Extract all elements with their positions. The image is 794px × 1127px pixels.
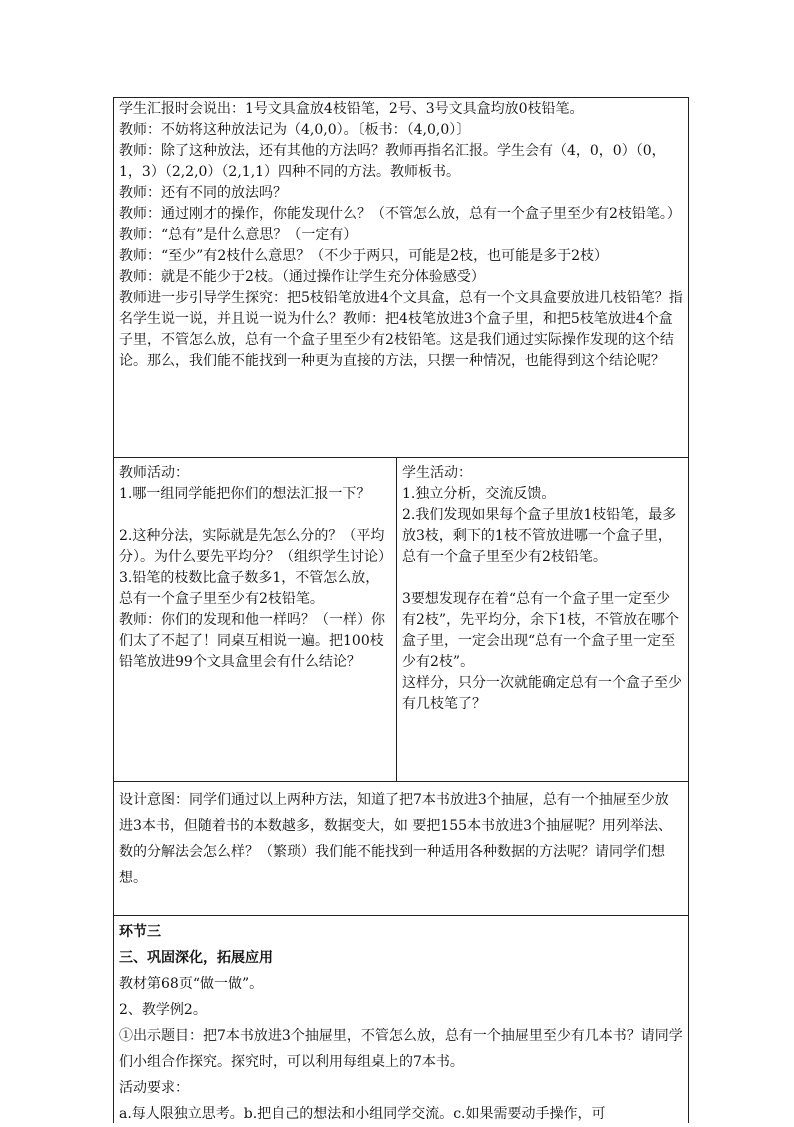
process-line: 教师：通过刚才的操作，你能发现什么？（不管怎么放，总有一个盒子里至少有2枝铅笔。） — [119, 206, 681, 222]
stage-heading: 环节三 — [119, 924, 161, 940]
process-line: 教师：就是不能少于2枝。（通过操作让学生充分体验感受） — [119, 269, 485, 285]
stage-line: 教材第68页“做一做”。 — [119, 976, 264, 992]
teacher-activity-spacer — [119, 505, 390, 526]
stage-line: 2、教学例2。 — [119, 1002, 207, 1018]
design-intent-cell — [113, 781, 689, 891]
teacher-activity-item: 1.哪一组同学能把你们的想法汇报一下？ — [119, 486, 371, 502]
student-activity-item: 2.我们发现如果每个盒子里放1枝铅笔，最多放3枝，剩下的1枝不管放进哪一个盒子里，总有一个盒子里至少有2枝铅笔。 — [402, 507, 677, 565]
stage-three-cell — [113, 915, 689, 1127]
process-line: 教师：“总有”是什么意思？（一定有） — [119, 227, 358, 243]
stage-line: ①出示题目：把7本书放进3个抽屉里，不管怎么放，总有一个抽屉里至少有几本书？请同学们小组合作探究。探究时，可以利用每组桌上的7本书。 — [119, 1028, 683, 1070]
student-activity-item: 3要想发现存在着“总有一个盒子里一定至少有2枝”，先平均分，余下1枝，不管放在哪个盒子里，一定会出现“总有一个盒子里一定至少有2枝”。 — [402, 591, 679, 670]
student-activity-cell — [396, 457, 689, 715]
teacher-activity-heading: 教师活动： — [119, 465, 189, 481]
process-line: 教师：“至少”有2枝什么意思？（不少于两只，可能是2枝，也可能是多于2枝） — [119, 248, 609, 264]
process-line: 教师：除了这种放法，还有其他的方法吗？教师再指名汇报。学生会有（4，0，0）（0，1，3）（2,2,0）（2,1,1）四种不同的方法。教师板书。 — [119, 143, 666, 180]
student-activity-heading: 学生活动： — [402, 465, 472, 481]
teacher-activity-cell — [113, 457, 396, 673]
process-section — [113, 97, 689, 372]
teacher-activity-item: 教师：你们的发现和他一样吗？（一样）你们太了不起了！同桌互相说一遍。把100枝铅笔放进99个文具盒里会有什么结论？ — [119, 612, 385, 670]
design-intent-text: 设计意图：同学们通过以上两种方法，知道了把7本书放进3个抽屉，总有一个抽屉至少放进3本书，但随着书的本数越多，数据变大，如 要把155本书放进3个抽屉呢？用列举法、数的分解法会怎么样？（繁琐）我们能不能找到一种适用各种数据的方法呢？请同学们想想。 — [119, 792, 672, 886]
stage-line: a.每人限独立思考。b.把自己的想法和小组同学交流。c.如果需要动手操作，可 — [119, 1106, 606, 1122]
process-line: 教师：还有不同的放法吗？ — [119, 185, 287, 201]
stage-subheading: 三、巩固深化，拓展应用 — [119, 950, 273, 966]
teacher-activity-item: 3.铅笔的枝数比盒子数多1，不管怎么放，总有一个盒子里至少有2枝铅笔。 — [119, 570, 380, 607]
student-activity-item: 1.独立分析，交流反馈。 — [402, 486, 556, 502]
process-line: 教师：不妨将这种放法记为（4,0,0）。〔板书：（4,0,0）〕 — [119, 122, 471, 138]
process-line: 教师进一步引导学生探究：把5枝铅笔放进4个文具盒，总有一个文具盒要放进几枝铅笔？指名学生说一说，并且说一说为什么？教师：把4枝笔放进3个盒子里，和把5枝笔放进4个盒子里，不管怎么放，总有一个盒子里至少有2枝铅笔。这是我们通过实际操作发现的这个结论。那么，我们能不能找到一种更为直接的方法，只摆一种情况，也能得到这个结论呢？ — [119, 290, 683, 369]
student-activity-spacer — [402, 568, 683, 589]
process-line: 学生汇报时会说出：1号文具盒放4枝铅笔，2号、3号文具盒均放0枝铅笔。 — [119, 101, 584, 117]
teacher-activity-item: 2.这种分法，实际就是先怎么分的？（平均分）。为什么要先平均分？（组织学生讨论） — [119, 528, 392, 565]
stage-line: 活动要求： — [119, 1080, 189, 1096]
student-activity-item: 这样分，只分一次就能确定总有一个盒子至少有几枝笔了？ — [402, 675, 682, 712]
